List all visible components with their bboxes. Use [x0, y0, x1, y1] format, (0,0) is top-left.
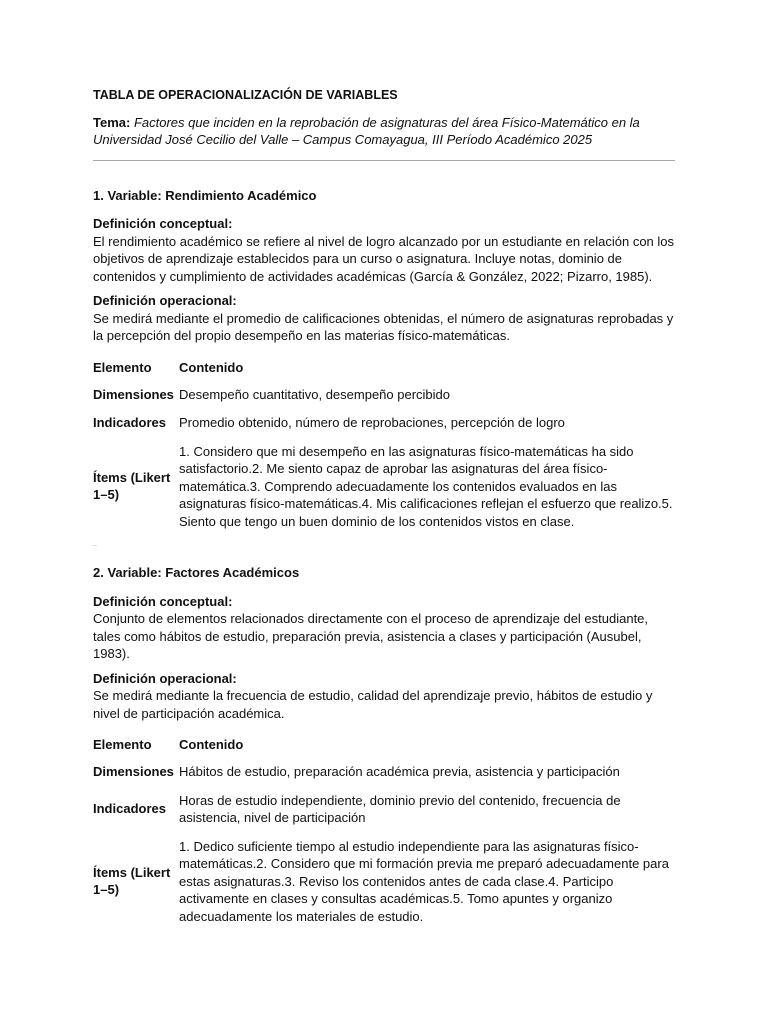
table-row-value: Desempeño cuantitativo, desempeño percibido	[179, 386, 451, 402]
table-row	[93, 758, 675, 787]
document-title: TABLA DE OPERACIONALIZACIÓN DE VARIABLES	[93, 88, 398, 102]
tema-text: Factores que inciden en la reprobación de asignaturas del área Físico-Matemático en la Universidad José Cecilio del Valle – Campus Comayagua, III Período Académico 2025	[93, 114, 640, 147]
table-row-key: Dimensiones	[93, 764, 174, 779]
table-header-content: Contenido	[179, 359, 244, 375]
conceptual-definition-label: Definición conceptual:	[93, 593, 233, 609]
table-row	[93, 833, 675, 932]
table-row-value: 1. Considero que mi desempeño en las asignaturas físico-matemáticas ha sido satisfactorio.2. Me siento capaz de aprobar las asignaturas del área físico-matemática.3. Comprendo adecuadamente los contenidos evaluados en las asignaturas físico-matemáticas.4. Mis calificaciones reflejan el esfuerzo que realizo.5. Siento que tengo un buen dominio de los contenidos vistos en clase.	[179, 443, 673, 529]
tema-label: Tema:	[93, 114, 131, 130]
section-title: 1. Variable: Rendimiento Académico	[93, 187, 317, 203]
operationalization-table	[93, 732, 675, 931]
table-row	[93, 438, 675, 537]
operational-definition-label: Definición operacional:	[93, 670, 237, 686]
operational-definition	[93, 670, 675, 723]
table-row-value: 1. Dedico suficiente tiempo al estudio independiente para las asignaturas físico-matemáticas.2. Considero que mi formación previa me preparó adecuadamente para estas asignaturas.3. Reviso los contenidos antes de cada clase.4. Participo activamente en clases y consultas académicas.5. Tomo apuntes y organizo adecuadamente los materiales de estudio.	[179, 838, 669, 924]
conceptual-definition	[93, 215, 675, 285]
conceptual-definition-label: Definición conceptual:	[93, 216, 233, 231]
operational-definition	[93, 292, 675, 345]
table-row-value: Hábitos de estudio, preparación académica previa, asistencia y participación	[179, 764, 620, 779]
table-header-content: Contenido	[179, 737, 244, 753]
table-row-key: Indicadores	[93, 415, 166, 430]
table-row-key: Ítems (Likert 1–5)	[93, 469, 171, 503]
operational-definition-label: Definición operacional:	[93, 293, 237, 308]
tema-paragraph	[93, 114, 675, 149]
table-row-value: Horas de estudio independiente, dominio previo del contenido, frecuencia de asistencia, nivel de participación	[179, 792, 621, 825]
variable-section-2	[93, 564, 675, 931]
table-header-element: Elemento	[93, 359, 152, 375]
spacer-mark	[93, 545, 97, 546]
table-row	[93, 381, 675, 410]
table-header-element: Elemento	[93, 737, 152, 753]
table-row-key: Dimensiones	[93, 386, 174, 402]
table-header-row	[93, 732, 675, 758]
table-row	[93, 409, 675, 438]
conceptual-definition-text: Conjunto de elementos relacionados directamente con el proceso de aprendizaje del estudiante, tales como hábitos de estudio, preparación previa, asistencia a clases y participación (Ausubel, 1983).	[93, 611, 649, 661]
table-row-value: Promedio obtenido, número de reprobaciones, percepción de logro	[179, 415, 565, 430]
conceptual-definition-text: El rendimiento académico se refiere al nivel de logro alcanzado por un estudiante en relación con los objetivos de aprendizaje establecidos para un curso o asignatura. Incluye notas, dominio de contenidos y cumplimiento de actividades académicas (García & González, 2022; Pizarro, 1985).	[93, 233, 675, 284]
conceptual-definition	[93, 593, 675, 663]
section-title: 2. Variable: Factores Académicos	[93, 565, 300, 580]
operational-definition-text: Se medirá mediante la frecuencia de estudio, calidad del aprendizaje previo, hábitos de estudio y nivel de participación académica.	[93, 688, 653, 721]
variable-section-1	[93, 187, 675, 547]
table-row-key: Ítems (Likert 1–5)	[93, 864, 171, 898]
table-row-key: Indicadores	[93, 801, 166, 817]
operational-definition-text: Se medirá mediante el promedio de calificaciones obtenidas, el número de asignaturas reprobadas y la percepción del propio desempeño en las materias físico-matemáticas.	[93, 310, 674, 343]
operationalization-table	[93, 355, 675, 537]
horizontal-divider	[93, 160, 675, 161]
table-header-row	[93, 355, 675, 381]
table-row	[93, 787, 675, 833]
